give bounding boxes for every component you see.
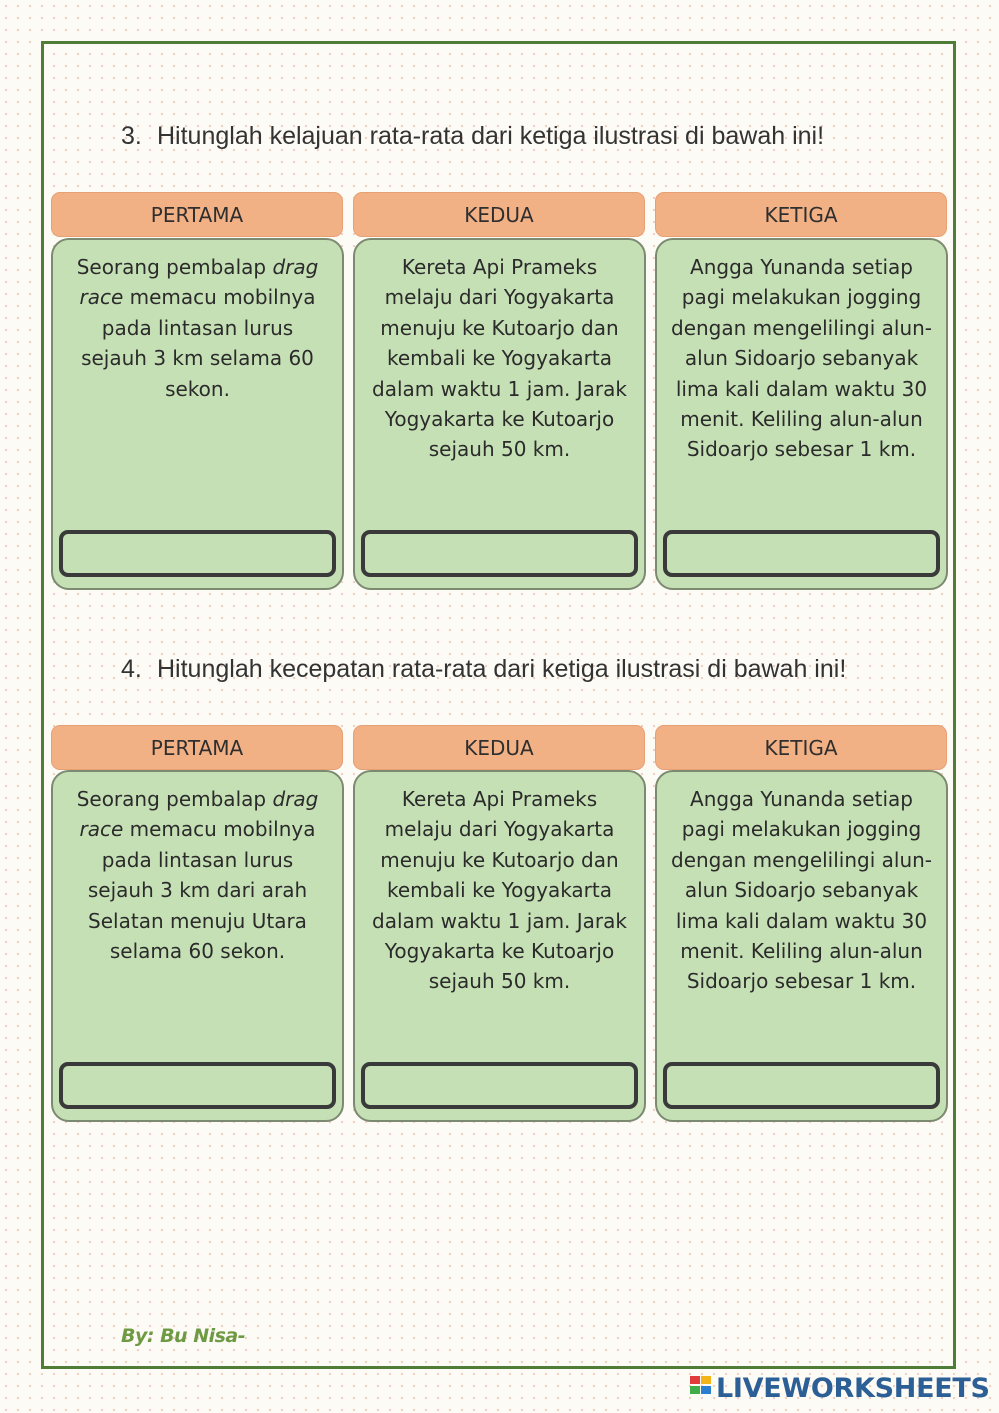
- card-pertama: [51, 238, 344, 590]
- card-header-ketiga: KETIGA: [655, 192, 947, 237]
- card-text: Angga Yunanda setiap pagi melakukan jogging dengan mengelilingi alun-alun Sidoarjo sebanyak lima kali dalam waktu 30 menit. Keliling alun-alun Sidoarjo sebesar 1 km.: [671, 787, 933, 994]
- liveworksheets-logo-icon: [690, 1374, 712, 1402]
- answer-input[interactable]: [663, 530, 940, 577]
- answer-input[interactable]: [59, 530, 336, 577]
- card-header-pertama: PERTAMA: [51, 192, 343, 237]
- question-text: Hitunglah kecepatan rata-rata dari ketiga ilustrasi di bawah ini!: [157, 655, 847, 683]
- card-ketiga: [655, 770, 948, 1122]
- question-number: 4.: [121, 655, 142, 683]
- answer-input[interactable]: [59, 1062, 336, 1109]
- question-number: 3.: [121, 122, 142, 150]
- card-text-italic: drag race: [79, 787, 319, 842]
- card-text-part: memacu mobilnya pada lintasan lurus sejauh 3 km dari arah Selatan menuju Utara selama 60 sekon.: [87, 817, 316, 964]
- card-kedua: [353, 238, 646, 590]
- card-text-part: Seorang pembalap: [76, 787, 273, 811]
- card-text: [67, 784, 328, 966]
- author-signature: By: Bu Nisa-: [121, 1325, 246, 1347]
- card-header-kedua: KEDUA: [353, 192, 645, 237]
- card-header-ketiga: KETIGA: [655, 725, 947, 770]
- card-header-pertama: PERTAMA: [51, 725, 343, 770]
- logo-square: [690, 1386, 700, 1394]
- card-text: Angga Yunanda setiap pagi melakukan jogging dengan mengelilingi alun-alun Sidoarjo sebanyak lima kali dalam waktu 30 menit. Keliling alun-alun Sidoarjo sebesar 1 km.: [671, 255, 933, 462]
- card-pertama: [51, 770, 344, 1122]
- card-header-kedua: KEDUA: [353, 725, 645, 770]
- brand-name: LIVEWORKSHEETS: [716, 1372, 990, 1404]
- card-text-italic: drag race: [79, 255, 319, 310]
- card-ketiga: [655, 238, 948, 590]
- question-3: [121, 118, 861, 154]
- card-text-part: memacu mobilnya pada lintasan lurus sejauh 3 km selama 60 sekon.: [81, 285, 316, 401]
- card-text: Kereta Api Prameks melaju dari Yogyakarta menuju ke Kutoarjo dan kembali ke Yogyakarta dalam waktu 1 jam. Jarak Yogyakarta ke Kutoarjo sejauh 50 km.: [372, 787, 627, 994]
- answer-input[interactable]: [361, 1062, 638, 1109]
- logo-square: [701, 1386, 711, 1394]
- card-text: [67, 252, 328, 404]
- logo-square: [701, 1376, 711, 1384]
- card-text: Kereta Api Prameks melaju dari Yogyakarta menuju ke Kutoarjo dan kembali ke Yogyakarta dalam waktu 1 jam. Jarak Yogyakarta ke Kutoarjo sejauh 50 km.: [372, 255, 627, 462]
- card-kedua: [353, 770, 646, 1122]
- question-4: [121, 651, 861, 687]
- answer-input[interactable]: [361, 530, 638, 577]
- liveworksheets-brand[interactable]: [690, 1371, 990, 1405]
- answer-input[interactable]: [663, 1062, 940, 1109]
- question-text: Hitunglah kelajuan rata-rata dari ketiga ilustrasi di bawah ini!: [157, 122, 825, 150]
- logo-square: [690, 1376, 700, 1384]
- card-text-part: Seorang pembalap: [76, 255, 273, 279]
